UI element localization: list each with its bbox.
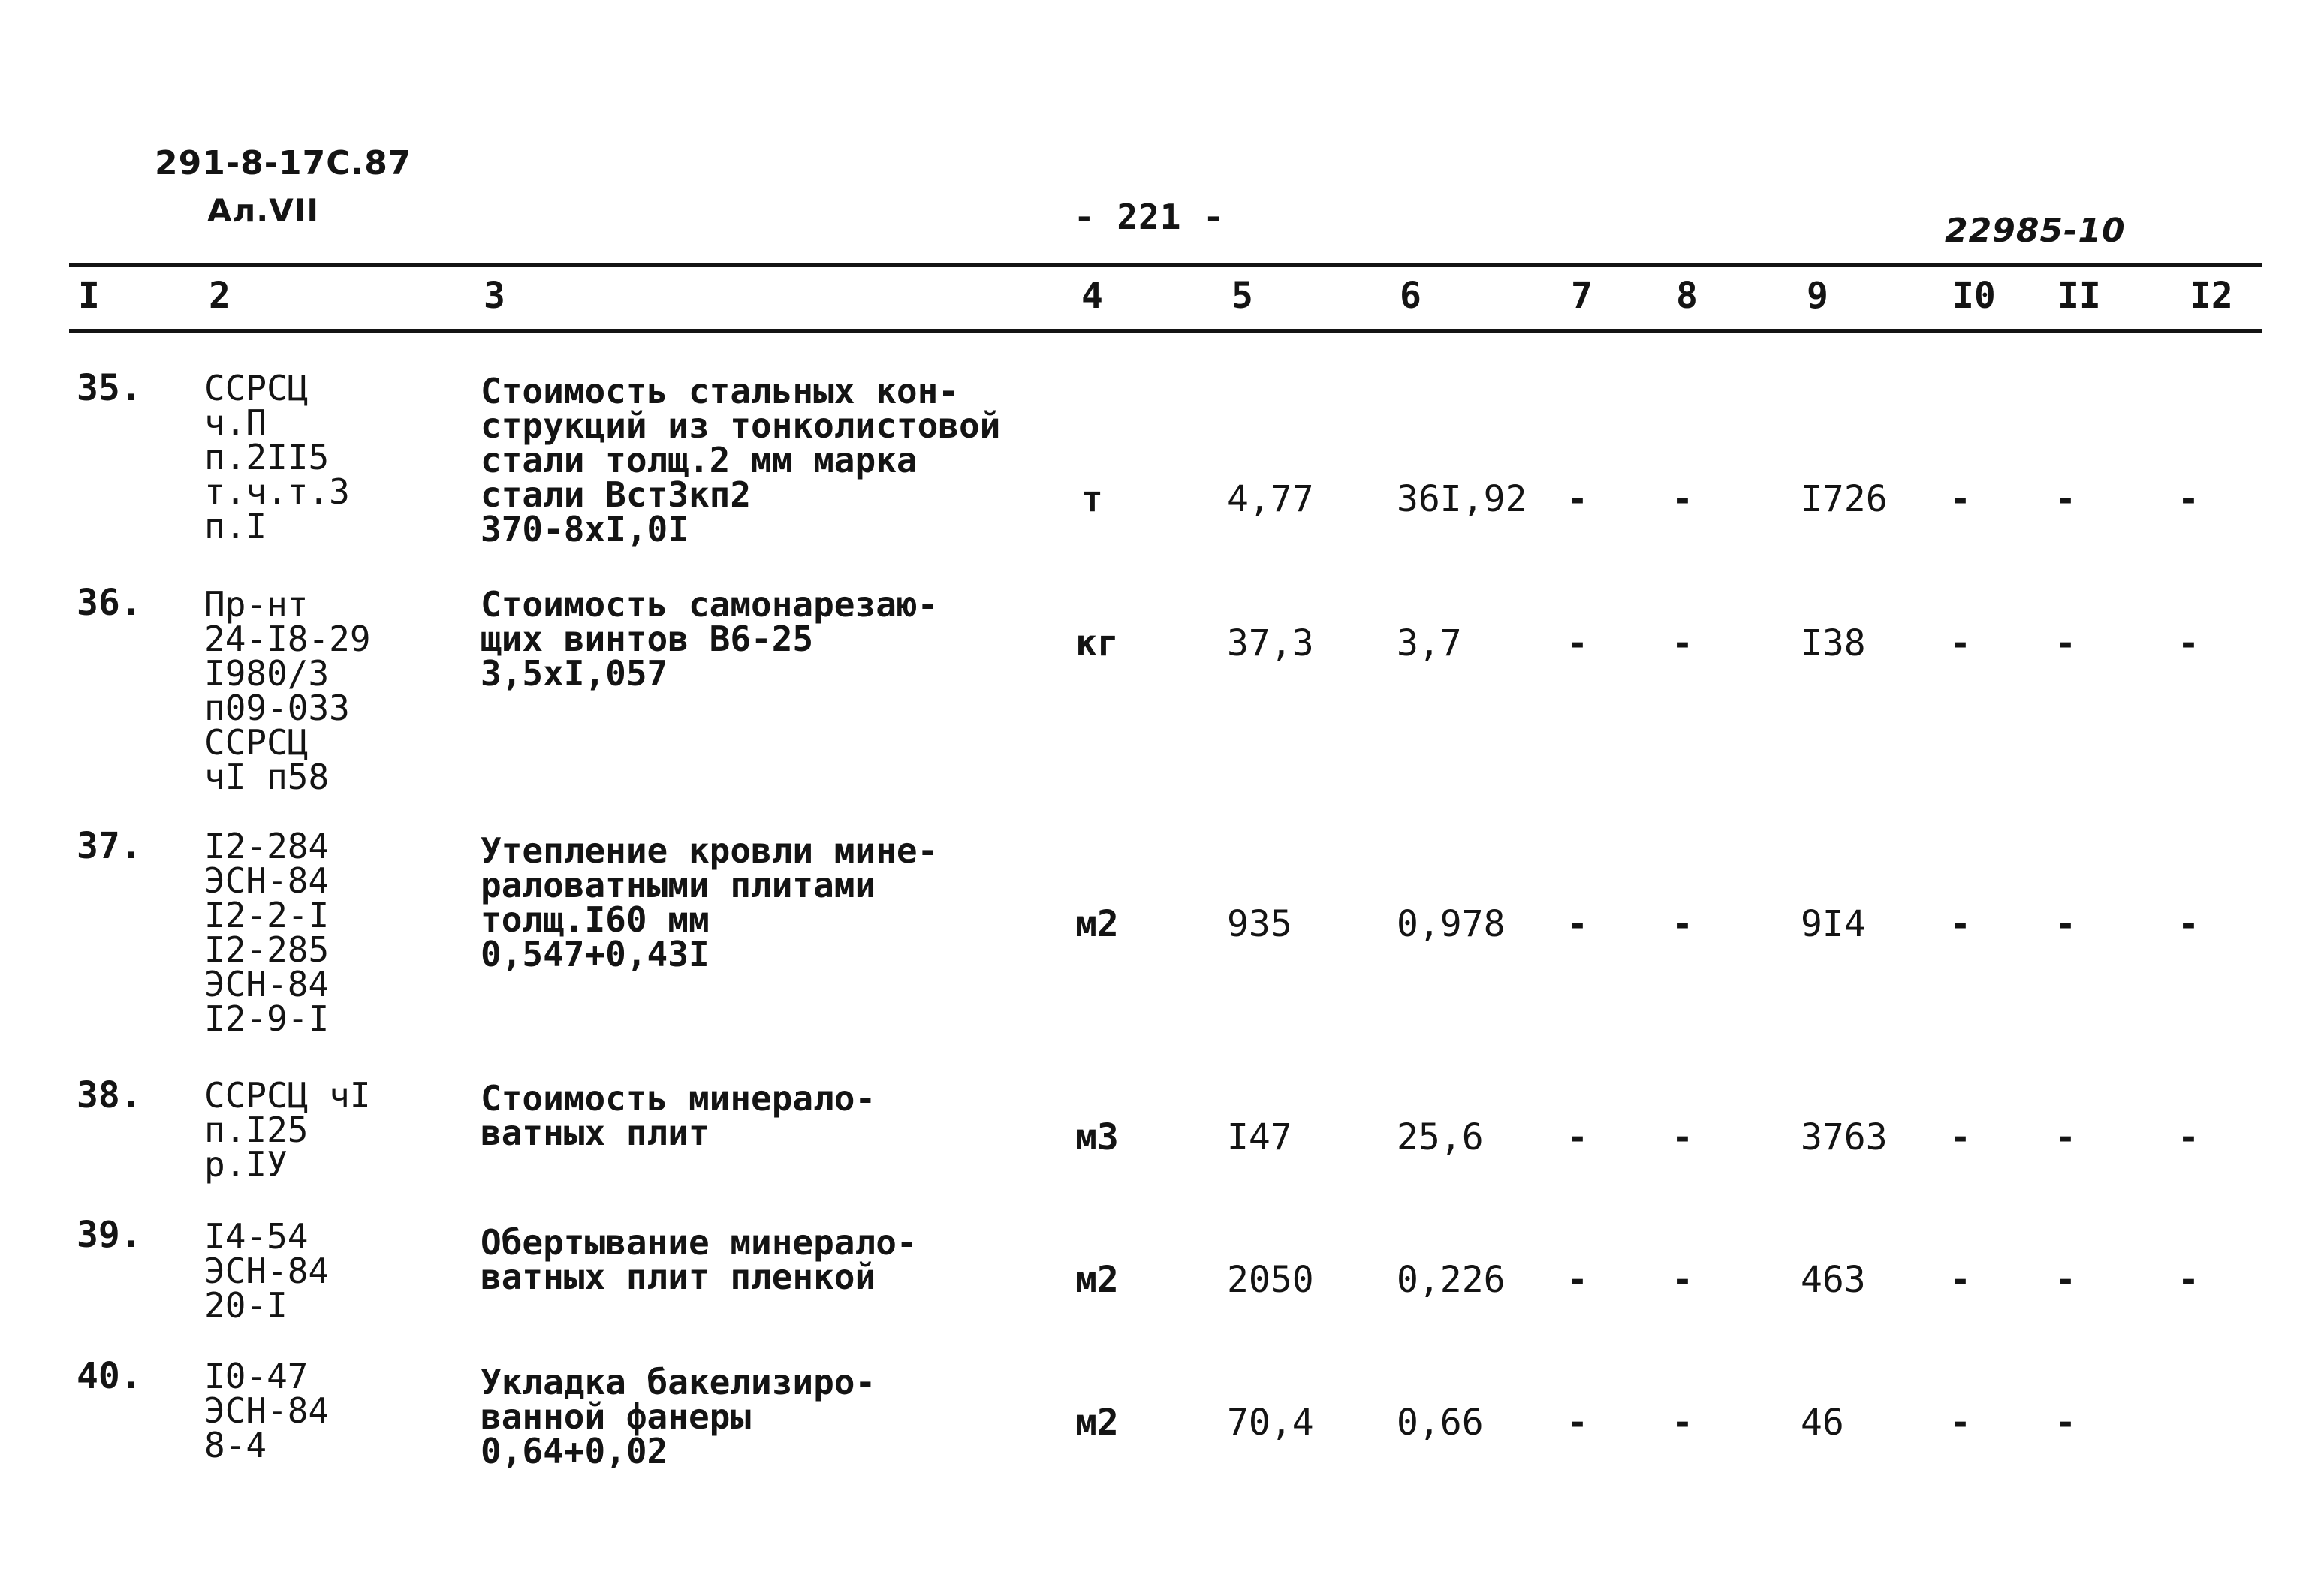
col-7-value: - — [1566, 1259, 1588, 1301]
col-7-value: - — [1566, 622, 1588, 664]
column-header: 3 — [484, 275, 505, 317]
column-header: I0 — [1952, 275, 1996, 317]
col-11-value: - — [2054, 622, 2076, 664]
work-description: Стоимость минерало- ватных плит — [481, 1078, 876, 1153]
total-cost: I726 — [1801, 478, 1888, 520]
column-header: 8 — [1676, 275, 1698, 317]
col-7-value: - — [1566, 903, 1588, 945]
unit-price: 3,7 — [1397, 622, 1462, 664]
quantity: 4,77 — [1227, 478, 1314, 520]
col-7-value: - — [1566, 478, 1588, 520]
work-description: Обертывание минерало- ватных плит пленкой — [481, 1222, 918, 1297]
col-11-value: - — [2054, 1116, 2076, 1158]
unit-price: 0,66 — [1397, 1402, 1484, 1444]
column-header: 4 — [1081, 275, 1103, 317]
row-number: 35. — [77, 367, 142, 409]
column-header: I — [78, 275, 100, 317]
total-cost: 463 — [1801, 1259, 1866, 1301]
col-10-value: - — [1949, 903, 1971, 945]
column-header: 9 — [1807, 275, 1828, 317]
col-10-value: - — [1949, 1402, 1971, 1444]
unit: м3 — [1075, 1116, 1119, 1158]
col-11-value: - — [2054, 1402, 2076, 1444]
col-12-value: - — [2178, 903, 2199, 945]
row-number: 37. — [77, 825, 142, 867]
col-8-value: - — [1671, 1402, 1693, 1444]
quantity: 37,3 — [1227, 622, 1314, 664]
total-cost: 9I4 — [1801, 903, 1866, 945]
col-11-value: - — [2054, 903, 2076, 945]
col-12-value: - — [2178, 622, 2199, 664]
row-number: 40. — [77, 1355, 142, 1397]
column-header: 6 — [1400, 275, 1421, 317]
unit-price: 25,6 — [1397, 1116, 1484, 1158]
norm-reference: ССРСЦ чI п.I25 р.IУ — [204, 1075, 371, 1185]
col-12-value: - — [2178, 1116, 2199, 1158]
column-header: I2 — [2190, 275, 2233, 317]
quantity: 935 — [1227, 903, 1292, 945]
unit-price: 0,978 — [1397, 903, 1506, 945]
table-header-rule — [69, 329, 2262, 333]
work-description: Утепление кровли мине- раловатными плитами толщ.I60 мм 0,547+0,43I — [481, 830, 939, 974]
col-12-value: - — [2178, 1259, 2199, 1301]
col-8-value: - — [1671, 622, 1693, 664]
work-description: Стоимость стальных кон- струкций из тонколистовой стали толщ.2 мм марка стали ВстЗкп2 370-8хI,0I — [481, 371, 1001, 550]
norm-reference: Пр-нт 24-I8-29 I980/3 п09-033 ССРСЦ чI п58 — [204, 584, 371, 797]
unit-price: 36I,92 — [1397, 478, 1527, 520]
col-10-value: - — [1949, 622, 1971, 664]
col-12-value: - — [2178, 478, 2199, 520]
norm-reference: I2-284 ЭСН-84 I2-2-I I2-285 ЭСН-84 I2-9-I — [204, 826, 330, 1039]
row-number: 36. — [77, 582, 142, 624]
column-header: 5 — [1231, 275, 1253, 317]
column-header: 7 — [1571, 275, 1593, 317]
col-7-value: - — [1566, 1116, 1588, 1158]
work-description: Укладка бакелизиро- ванной фанеры 0,64+0,02 — [481, 1362, 876, 1471]
norm-reference: ССРСЦ ч.П п.2II5 т.ч.т.3 п.I — [204, 368, 350, 547]
unit: м2 — [1075, 1259, 1119, 1301]
col-11-value: - — [2054, 1259, 2076, 1301]
unit: кг — [1075, 622, 1119, 664]
total-cost: I38 — [1801, 622, 1866, 664]
column-header: II — [2057, 275, 2101, 317]
norm-reference: I0-47 ЭСН-84 8-4 — [204, 1356, 330, 1465]
page-number: - 221 - — [1074, 197, 1225, 237]
col-10-value: - — [1949, 1259, 1971, 1301]
row-number: 39. — [77, 1214, 142, 1256]
norm-reference: I4-54 ЭСН-84 20-I — [204, 1216, 330, 1326]
unit: м2 — [1075, 1402, 1119, 1444]
col-10-value: - — [1949, 1116, 1971, 1158]
quantity: 70,4 — [1227, 1402, 1314, 1444]
unit: т — [1081, 478, 1103, 520]
col-10-value: - — [1949, 478, 1971, 520]
col-8-value: - — [1671, 1259, 1693, 1301]
work-description: Стоимость самонарезаю- щих винтов В6-25 3,5хI,057 — [481, 584, 939, 694]
table-top-rule — [69, 263, 2262, 267]
column-header: 2 — [209, 275, 231, 317]
document-code: 291-8-17С.87 — [155, 144, 412, 182]
row-number: 38. — [77, 1074, 142, 1116]
col-8-value: - — [1671, 1116, 1693, 1158]
quantity: 2050 — [1227, 1259, 1314, 1301]
col-8-value: - — [1671, 903, 1693, 945]
col-7-value: - — [1566, 1402, 1588, 1444]
unit: м2 — [1075, 903, 1119, 945]
total-cost: 3763 — [1801, 1116, 1888, 1158]
quantity: I47 — [1227, 1116, 1292, 1158]
album-number: Ал.VII — [207, 192, 319, 229]
col-8-value: - — [1671, 478, 1693, 520]
unit-price: 0,226 — [1397, 1259, 1506, 1301]
inventory-number: 22985-10 — [1945, 212, 2126, 250]
total-cost: 46 — [1801, 1402, 1844, 1444]
col-11-value: - — [2054, 478, 2076, 520]
